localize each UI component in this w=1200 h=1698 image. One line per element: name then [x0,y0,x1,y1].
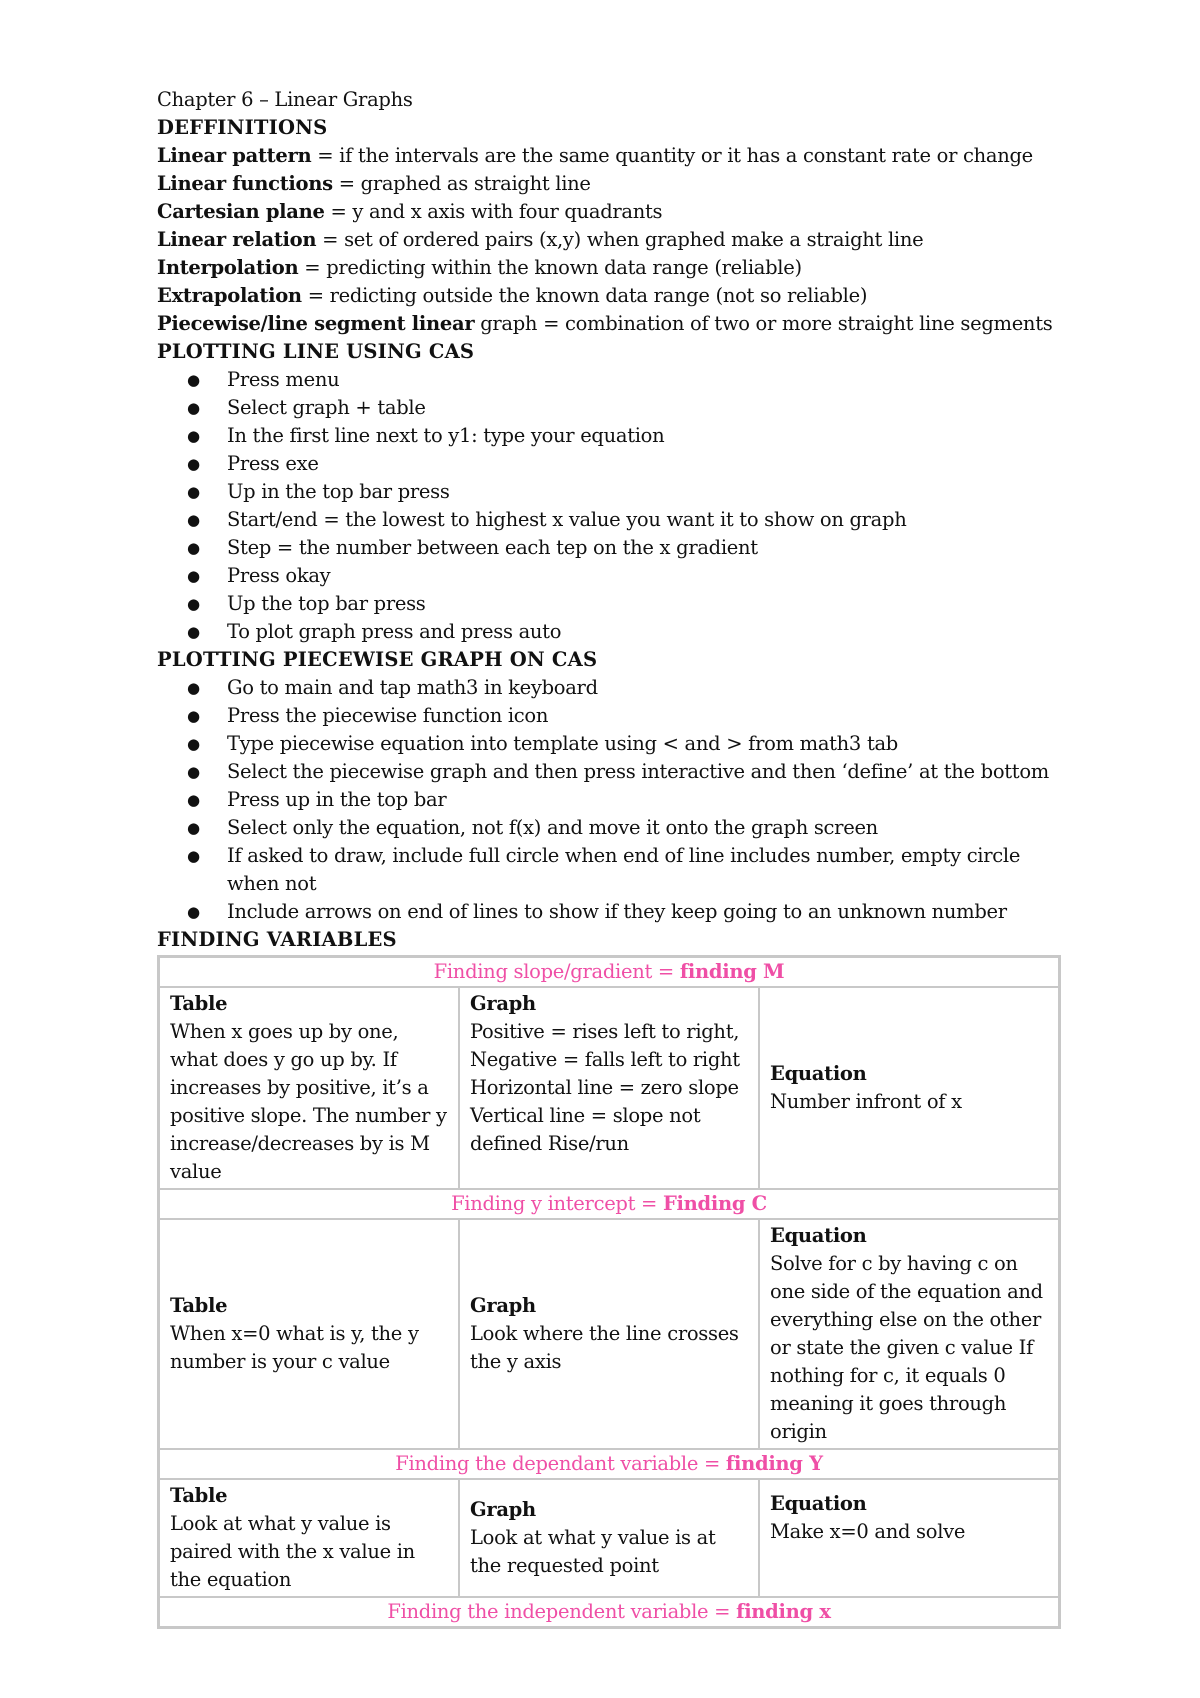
bullet-icon: ● [187,399,200,417]
bullet-icon: ● [187,567,200,585]
plotting-line-heading: PLOTTING LINE USING CAS [157,340,475,363]
finding-variables-heading: FINDING VARIABLES [157,928,397,951]
equation-cell: Equation Solve for c by having c on one side of the equation and everything else on the other or state the given c value If nothing for c, it equals 0 meaning it goes through origin [759,1219,1059,1449]
table-row [159,1597,1059,1627]
bullet-icon: ● [187,679,200,697]
list-item: ● Press up in the top bar [157,786,1057,814]
list-item: ● Step = the number between each tep on the x gradient [157,534,1057,562]
table-row [159,1479,1059,1597]
definition-term: Cartesian plane [157,200,325,223]
list-item: ● Press the piecewise function icon [157,702,1057,730]
graph-cell: Graph Positive = rises left to right, Negative = falls left to right Horizontal line = zero slope Vertical line = slope not defined Rise/run [459,987,759,1189]
document-page [157,86,1057,954]
section-title: Finding slope/gradient = finding M [159,957,1059,987]
definition-text: = graphed as straight line [332,172,591,195]
bullet-icon: ● [187,763,200,781]
list-item: ● Press menu [157,366,1057,394]
graph-cell: Graph Look at what y value is at the requested point [459,1479,759,1597]
bullet-icon: ● [187,903,200,921]
graph-cell: Graph Look where the line crosses the y axis [459,1219,759,1449]
table-cell: Table Look at what y value is paired with the x value in the equation [159,1479,459,1597]
finding-variables-table [157,955,1061,1629]
list-item: ● Press exe [157,450,1057,478]
bullet-icon: ● [187,371,200,389]
list-item: ● Type piecewise equation into template using < and > from math3 tab [157,730,1057,758]
list-item: ● Up in the top bar press [157,478,1057,506]
bullet-icon: ● [187,707,200,725]
table-row [159,1219,1059,1449]
list-item: ● If asked to draw, include full circle when end of line includes number, empty circle when not [187,844,1021,895]
list-item: ● To plot graph press and press auto [157,618,1057,646]
bullet-icon: ● [187,595,200,613]
definition-term: Linear relation [157,228,317,251]
list-item: ● Select graph + table [157,394,1057,422]
bullet-icon: ● [187,427,200,445]
bullet-icon: ● [187,455,200,473]
list-item: ● In the first line next to y1: type your equation [157,422,1057,450]
definition-item [157,142,1057,170]
bullet-icon: ● [187,511,200,529]
definition-term: Linear pattern [157,144,312,167]
definition-term: Extrapolation [157,284,302,307]
bullet-icon: ● [187,819,200,837]
definition-text: = predicting within the known data range (reliable) [298,256,802,279]
equation-cell: Equation Make x=0 and solve [759,1479,1059,1597]
definition-text: = if the intervals are the same quantity or it has a constant rate or change [311,144,1033,167]
bullet-icon: ● [187,735,200,753]
chapter-title: Chapter 6 – Linear Graphs [157,88,413,111]
definitions-list [157,142,1057,338]
definition-item [157,170,1057,198]
definition-item [157,282,1057,310]
table-row [159,1189,1059,1219]
list-item: ● Press okay [157,562,1057,590]
bullet-icon: ● [187,483,200,501]
definition-term: Linear functions [157,172,333,195]
list-item: ● Start/end = the lowest to highest x value you want it to show on graph [157,506,1057,534]
definition-text: graph = combination of two or more straight line segments [474,312,1053,335]
list-item: ● Go to main and tap math3 in keyboard [157,674,1057,702]
plotting-piecewise-heading: PLOTTING PIECEWISE GRAPH ON CAS [157,648,598,671]
bullet-icon: ● [187,847,200,865]
equation-cell: Equation Number infront of x [759,987,1059,1189]
table-row [159,987,1059,1189]
bullet-icon: ● [187,791,200,809]
plotting-line-list [157,366,1057,646]
table-cell: Table When x goes up by one, what does y go up by. If increases by positive, it’s a positive slope. The number y increase/decreases by is M value [159,987,459,1189]
table-row [159,1449,1059,1479]
definition-item [157,198,1057,226]
definition-term: Interpolation [157,256,299,279]
definition-term: Piecewise/line segment linear [157,312,475,335]
list-item: ● Up the top bar press [157,590,1057,618]
bullet-icon: ● [187,623,200,641]
definition-item [157,226,1057,254]
definition-text: = set of ordered pairs (x,y) when graphed make a straight line [316,228,924,251]
table-row [159,957,1059,987]
section-title: Finding y intercept = Finding C [159,1189,1059,1219]
definition-item [157,310,1057,338]
definition-text: = y and x axis with four quadrants [324,200,663,223]
table-cell: Table When x=0 what is y, the y number is your c value [159,1219,459,1449]
definition-text: = redicting outside the known data range (not so reliable) [301,284,868,307]
definitions-heading: DEFFINITIONS [157,116,328,139]
section-title: Finding the dependant variable = finding Y [159,1449,1059,1479]
list-item: ● Select only the equation, not f(x) and move it onto the graph screen [157,814,1057,842]
section-title: Finding the independent variable = finding x [159,1597,1059,1627]
definition-item [157,254,1057,282]
plotting-piecewise-list [157,674,1057,926]
list-item: ● Include arrows on end of lines to show if they keep going to an unknown number [157,898,1057,926]
list-item: ● Select the piecewise graph and then press interactive and then ‘define’ at the bottom [157,758,1057,786]
bullet-icon: ● [187,539,200,557]
